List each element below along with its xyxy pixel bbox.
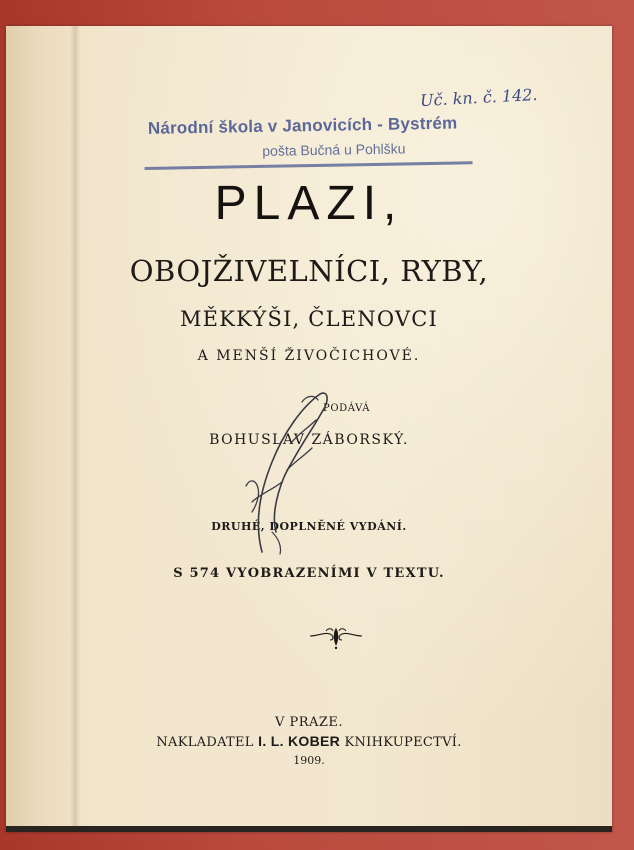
subtitle-line-2: MĚKKÝŠI, ČLENOVCI xyxy=(179,307,439,331)
book-title: PLAZI, xyxy=(214,177,404,230)
imprint-year: 1909. xyxy=(293,754,325,767)
imprint-publisher xyxy=(6,733,612,750)
page-fold-shadow xyxy=(70,26,80,832)
school-stamp xyxy=(143,85,485,181)
stamp-underline xyxy=(145,161,473,170)
subtitle-line-3: A MENŠÍ ŽIVOČICHOVÉ. xyxy=(197,348,421,364)
stamp-post-office: pošta Bučná u Pohlšku xyxy=(262,140,406,159)
author-name: BOHUSLAV ZÁBORSKÝ. xyxy=(209,432,409,448)
subtitle-line-1: OBOJŽIVELNÍCI, RYBY, xyxy=(129,254,489,288)
title-page xyxy=(6,26,612,832)
edition-note: DRUHÉ, DOPLNĚNÉ VYDÁNÍ. xyxy=(211,520,407,533)
catalog-number: Uč. kn. č. 142. xyxy=(419,84,538,111)
byline-label: PODÁVÁ xyxy=(323,403,371,414)
page-bottom-edge xyxy=(6,826,612,832)
publisher-suffix: KNIHKUPECTVÍ. xyxy=(344,735,462,750)
imprint-place: V PRAZE. xyxy=(274,715,344,730)
stamp-school-name: Národní škola v Janovicích - Bystrém xyxy=(147,113,458,138)
publisher-name: I. L. KOBER xyxy=(258,733,341,749)
handwritten-signature xyxy=(232,382,342,562)
publisher-prefix: NAKLADATEL xyxy=(156,735,254,750)
illustrations-note: S 574 VYOBRAZENÍMI V TEXTU. xyxy=(173,566,445,581)
decorative-ornament xyxy=(306,622,366,650)
